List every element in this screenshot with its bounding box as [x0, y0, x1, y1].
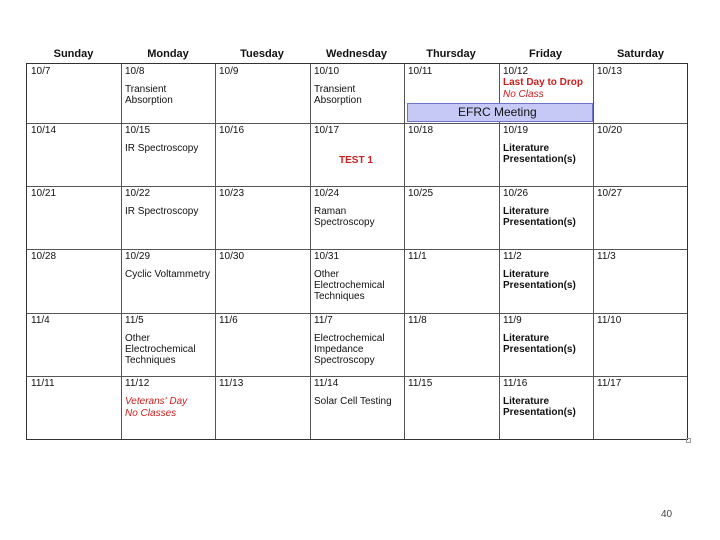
day-date: 10/19 — [503, 125, 529, 136]
efrc-meeting-banner: EFRC Meeting — [407, 103, 593, 122]
test-1-label: TEST 1 — [339, 155, 373, 166]
day-date: 10/13 — [597, 66, 623, 77]
day-event: Veterans' Day — [125, 396, 188, 407]
calendar-grid — [26, 63, 688, 440]
calendar — [26, 48, 688, 419]
day-date: 10/7 — [31, 66, 51, 77]
day-date: 10/26 — [503, 188, 529, 199]
day-date: 10/9 — [219, 66, 239, 77]
day-date: 11/5 — [125, 315, 144, 326]
day-date: 10/31 — [314, 251, 340, 262]
day-date: 11/15 — [408, 378, 433, 389]
weekday-thursday: Thursday — [426, 48, 476, 60]
day-date: 10/12 — [503, 66, 529, 77]
day-date: 11/10 — [597, 315, 622, 326]
day-date: 11/2 — [503, 251, 522, 262]
day-date: 10/15 — [125, 125, 151, 136]
day-date: 11/3 — [597, 251, 616, 262]
day-event: Literature Presentation(s) — [503, 206, 576, 228]
day-date: 11/17 — [597, 378, 622, 389]
weekday-header-row — [26, 48, 688, 63]
day-date: 11/8 — [408, 315, 427, 326]
grid-line — [404, 64, 405, 439]
grid-line — [27, 376, 687, 377]
day-event: Other Electrochemical Techniques — [125, 333, 196, 366]
day-date: 10/28 — [31, 251, 57, 262]
weekday-wednesday: Wednesday — [326, 48, 387, 60]
day-event: Literature Presentation(s) — [503, 143, 576, 165]
day-event: IR Spectroscopy — [125, 206, 199, 217]
grid-line — [215, 64, 216, 439]
weekday-tuesday: Tuesday — [240, 48, 284, 60]
day-event: Electrochemical Impedance Spectroscopy — [314, 333, 385, 366]
day-event: Literature Presentation(s) — [503, 269, 576, 291]
day-event: Literature Presentation(s) — [503, 333, 576, 355]
day-date: 11/13 — [219, 378, 244, 389]
day-event: Transient Absorption — [125, 84, 173, 106]
day-event: Literature Presentation(s) — [503, 396, 576, 418]
day-date: 11/9 — [503, 315, 522, 326]
grid-line — [27, 313, 687, 314]
day-date: 11/16 — [503, 378, 528, 389]
grid-line — [121, 64, 122, 439]
weekday-saturday: Saturday — [616, 48, 665, 60]
day-date: 10/21 — [31, 188, 57, 199]
day-date: 11/7 — [314, 315, 333, 326]
day-date: 10/30 — [219, 251, 245, 262]
day-event: Solar Cell Testing — [314, 396, 392, 407]
grid-line — [27, 249, 687, 250]
day-date: 10/16 — [219, 125, 245, 136]
day-date: 10/10 — [314, 66, 340, 77]
day-date: 11/1 — [408, 251, 427, 262]
day-date: 10/27 — [597, 188, 623, 199]
grid-line — [27, 123, 687, 124]
day-date: 10/22 — [125, 188, 151, 199]
day-date: 10/29 — [125, 251, 151, 262]
grid-line — [27, 186, 687, 187]
day-date: 10/11 — [408, 66, 433, 77]
day-date: 10/24 — [314, 188, 340, 199]
day-event: Transient Absorption — [314, 84, 362, 106]
day-date: 10/25 — [408, 188, 434, 199]
day-date: 10/20 — [597, 125, 623, 136]
day-date: 11/11 — [31, 378, 55, 389]
day-event: Other Electrochemical Techniques — [314, 269, 385, 302]
day-event: Raman Spectroscopy — [314, 206, 375, 228]
day-date: 10/18 — [408, 125, 434, 136]
day-date: 10/17 — [314, 125, 340, 136]
weekday-sunday: Sunday — [53, 48, 94, 60]
day-event-note: No Classes — [125, 408, 177, 419]
day-date: 10/8 — [125, 66, 145, 77]
corner-marker — [686, 438, 691, 443]
day-date: 10/23 — [219, 188, 245, 199]
day-event: IR Spectroscopy — [125, 143, 199, 154]
day-event: Last Day to Drop — [503, 77, 584, 88]
page-number: 40 — [661, 509, 673, 520]
day-date: 11/14 — [314, 378, 339, 389]
grid-line — [593, 64, 594, 439]
day-date: 11/12 — [125, 378, 150, 389]
day-date: 11/4 — [31, 315, 50, 326]
day-date: 10/14 — [31, 125, 57, 136]
day-date: 11/6 — [219, 315, 238, 326]
day-event: Cyclic Voltammetry — [125, 269, 211, 280]
weekday-monday: Monday — [147, 48, 189, 60]
day-event-note: No Class — [503, 89, 544, 100]
weekday-friday: Friday — [528, 48, 562, 60]
grid-line — [310, 64, 311, 439]
